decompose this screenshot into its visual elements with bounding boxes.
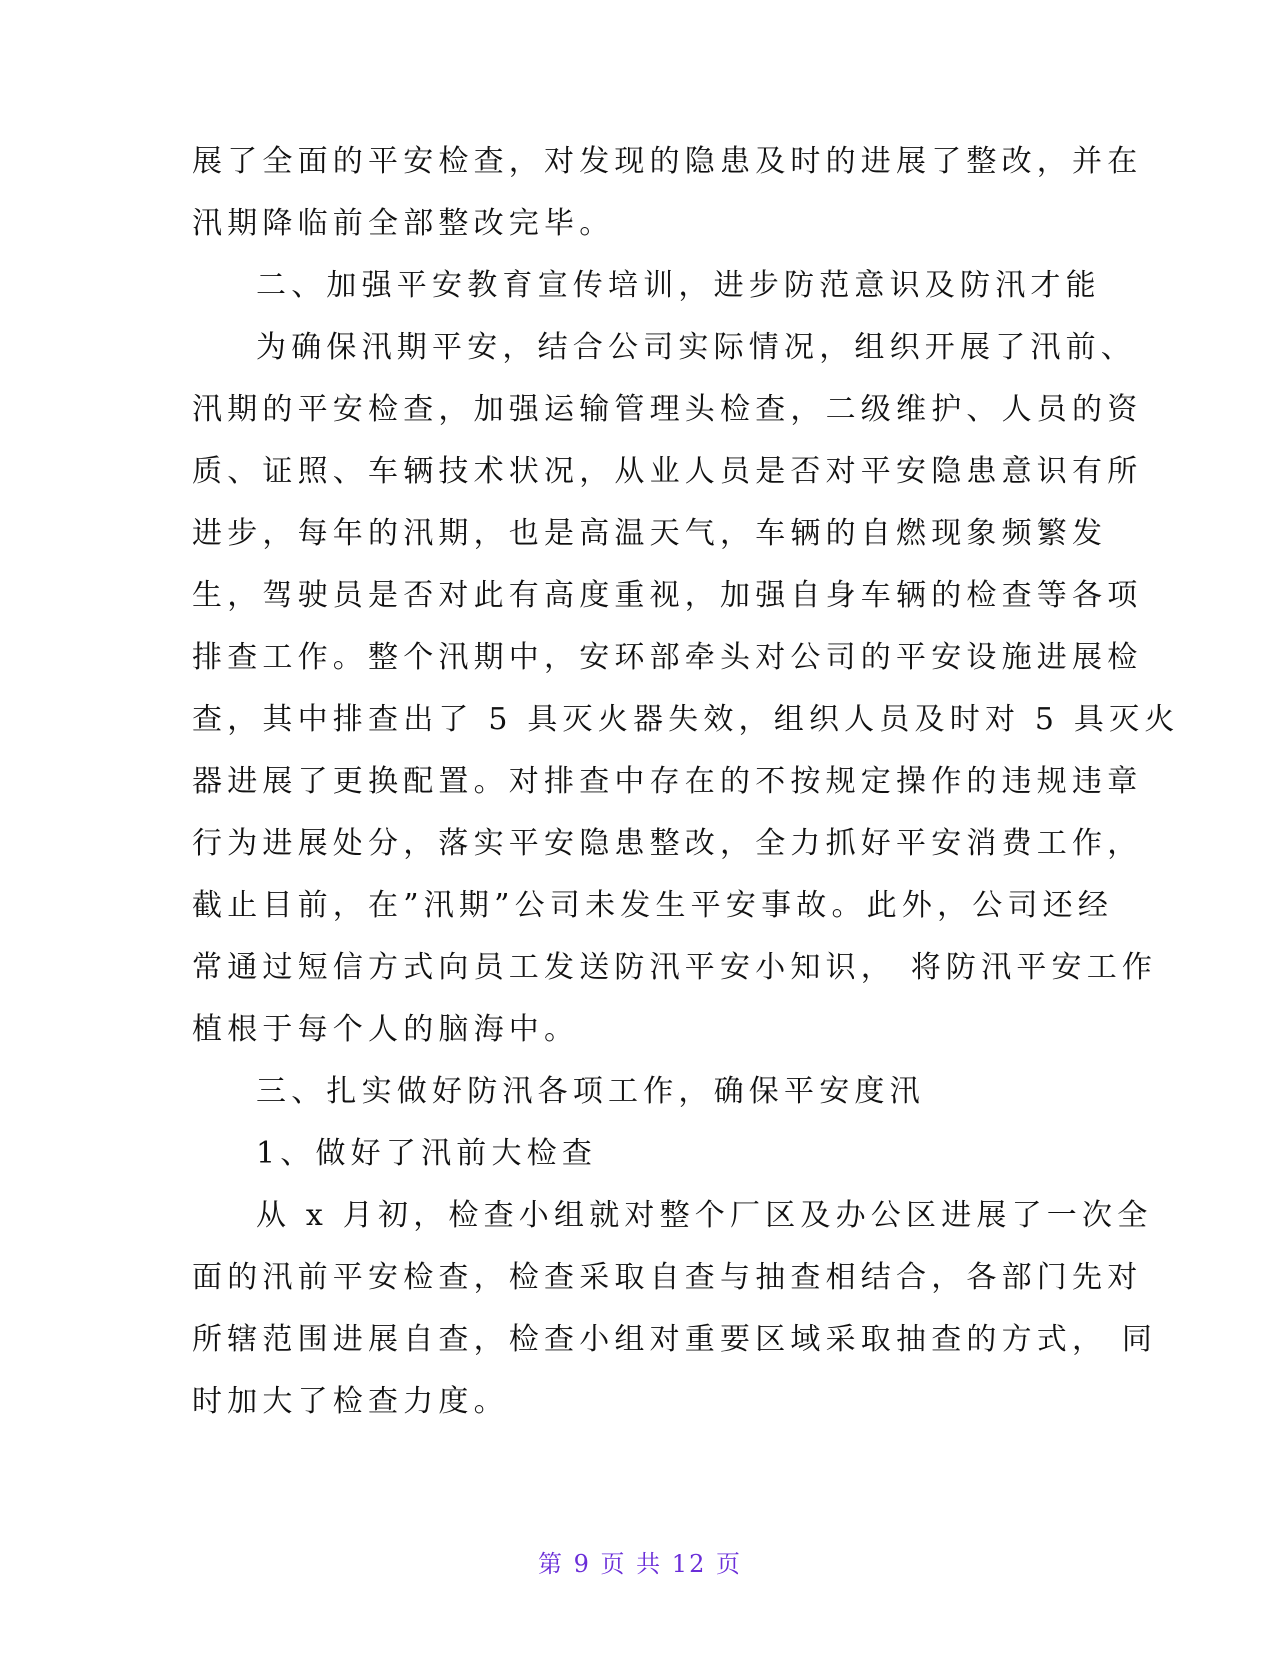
text-line: 为确保汛期平安，结合公司实际情况，组织开展了汛前、 [256, 330, 1136, 365]
text-line: 面的汛前平安检查，检查采取自查与抽查相结合，各部门先对 [192, 1260, 1143, 1295]
text-line: 所辖范围进展自查，检查小组对重要区域采取抽查的方式， 同 [192, 1322, 1158, 1357]
section-heading: 二、加强平安教育宣传培训，进步防范意识及防汛才能 [256, 268, 1101, 303]
text-line: 器进展了更换配置。对排查中存在的不按规定操作的违规违章 [192, 764, 1143, 799]
text-line: 从 x 月初，检查小组就对整个厂区及办公区进展了一次全 [256, 1198, 1153, 1233]
text-line: 排查工作。整个汛期中，安环部牵头对公司的平安设施进展检 [192, 640, 1143, 675]
text-line: 汛期降临前全部整改完毕。 [192, 206, 615, 241]
text-line: 行为进展处分，落实平安隐患整改，全力抓好平安消费工作， [192, 826, 1143, 861]
text-line: 截止目前，在”汛期”公司未发生平安事故。此外，公司还经 [192, 888, 1114, 923]
section-heading: 三、扎实做好防汛各项工作，确保平安度汛 [256, 1074, 925, 1109]
page-number: 第 9 页 共 12 页 [538, 1550, 742, 1578]
subsection-heading: 1、做好了汛前大检查 [256, 1136, 598, 1171]
text-line: 生，驾驶员是否对此有高度重视，加强自身车辆的检查等各项 [192, 578, 1143, 613]
text-line: 时加大了检查力度。 [192, 1384, 509, 1419]
text-line: 查，其中排查出了 5 具灭火器失效，组织人员及时对 5 具灭火 [192, 702, 1180, 737]
text-line: 植根于每个人的脑海中。 [192, 1012, 580, 1047]
text-line: 质、证照、车辆技术状况，从业人员是否对平安隐患意识有所 [192, 454, 1143, 489]
text-line: 常通过短信方式向员工发送防汛平安小知识， 将防汛平安工作 [192, 950, 1158, 985]
text-line: 展了全面的平安检查，对发现的隐患及时的进展了整改，并在 [192, 144, 1143, 179]
text-line: 进步，每年的汛期，也是高温天气，车辆的自燃现象频繁发 [192, 516, 1108, 551]
text-line: 汛期的平安检查，加强运输管理头检查，二级维护、人员的资 [192, 392, 1143, 427]
